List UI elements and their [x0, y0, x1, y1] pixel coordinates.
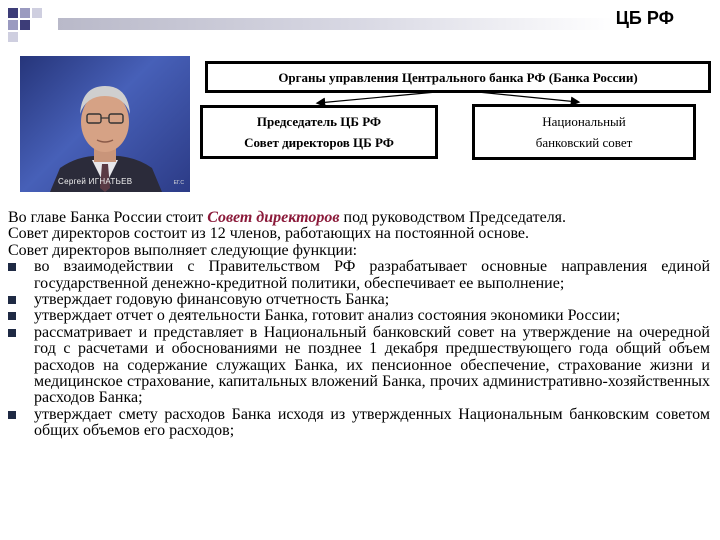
functions-heading: Совет директоров выполняет следующие функции: — [8, 241, 358, 259]
list-item — [8, 259, 710, 292]
body-text — [8, 210, 710, 440]
list-item — [8, 325, 710, 407]
council-label-line2: банковский совет — [535, 135, 633, 150]
bullet-icon — [8, 263, 16, 271]
bullet-icon — [8, 296, 16, 304]
board-of-directors-label: Совет директоров ЦБ РФ — [244, 135, 394, 150]
governing-bodies-box — [205, 61, 711, 93]
national-banking-council-box — [472, 104, 696, 160]
board-highlight: Совет директоров — [207, 209, 340, 226]
intro-before: Во главе Банка России стоит — [8, 209, 208, 226]
list-item-text: во взаимодействии с Правительством РФ разрабатывает основные направления единой государственной денежно-кредитной политики, обеспечивает ее выполнение; — [34, 258, 710, 292]
bullet-icon — [8, 411, 16, 419]
governing-bodies-label: Органы управления Центрального банка РФ (Банка России) — [278, 69, 638, 85]
list-item — [8, 308, 710, 324]
board-composition-line: Совет директоров состоит из 12 членов, работающих на постоянной основе. — [8, 225, 530, 243]
photo-caption: Сергей ИГНАТЬЕВ — [58, 177, 133, 186]
bullet-icon — [8, 329, 16, 337]
bullet-icon — [8, 312, 16, 320]
chairman-board-box — [200, 105, 438, 159]
list-item-text: утверждает отчет о деятельности Банка, готовит анализ состояния экономики России; — [34, 307, 621, 325]
intro-after: под руководством Председателя. — [339, 209, 567, 226]
council-label-line1: Национальный — [542, 114, 626, 129]
list-item — [8, 292, 710, 308]
list-item — [8, 407, 710, 440]
chairman-label: Председатель ЦБ РФ — [256, 114, 382, 129]
photo-corner-mark: ЕГ.С — [173, 180, 184, 186]
list-item-text: утверждает смету расходов Банка исходя из утвержденных Национальным банковским советом общих объемов его расходов; — [34, 405, 710, 440]
functions-list — [8, 259, 710, 439]
slide-title: ЦБ РФ — [615, 8, 674, 28]
intro-line — [8, 210, 710, 226]
list-item-text: рассматривает и представляет в Национальный банковский совет на утверждение на очередной год с расчетами и обоснованиями не позднее 1 декабря предшествующего года общий объем расходов на содержание служащих Банка, их пенсионное обеспечение, страхование жизни и медицинское страхование, капитальных вложений Банка, прочих административно-хозяйственных расходов Банка; — [34, 323, 710, 407]
list-item-text: утверждает годовую финансовую отчетность Банка; — [34, 291, 390, 309]
